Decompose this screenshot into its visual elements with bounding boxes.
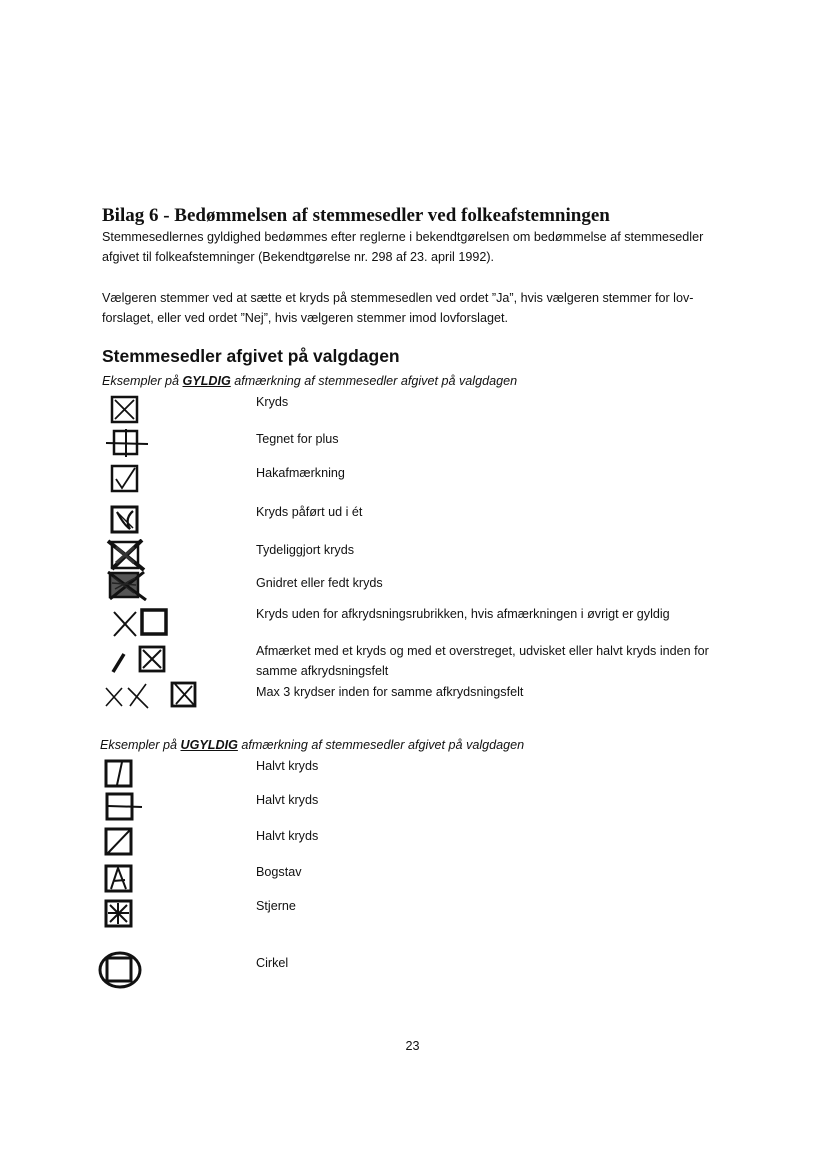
valid-label-5: Tydeliggjort kryds (256, 543, 354, 557)
struck-mark-and-box-cross-icon (110, 644, 170, 676)
invalid-caption-before: Eksempler på (100, 738, 181, 752)
valid-label-4: Kryds påført ud i ét (256, 505, 363, 519)
invalid-label-6: Cirkel (256, 956, 289, 970)
box-check-icon (110, 464, 140, 494)
box-bold-cross-icon (104, 539, 148, 571)
box-cross-single-stroke-icon (110, 505, 140, 535)
valid-label-3: Hakafmærkning (256, 466, 345, 480)
invalid-label-2: Halvt kryds (256, 793, 319, 807)
box-half-cross-vertical-icon (104, 758, 136, 790)
invalid-caption-after: afmærkning af stemmesedler afgivet på valgdagen (237, 738, 525, 752)
invalid-label-3: Halvt kryds (256, 829, 319, 843)
intro-paragraph-1: Stemmesedlernes gyldighed bedømmes efter reglerne i bekendtgørelsen om bedømmelse af stemmesedler afgivet til folkeafstemninger (Bekendtgørelse nr. 298 af 23. april 1992). (102, 230, 704, 264)
box-cross-icon (110, 395, 140, 425)
box-letter-a-icon (104, 864, 136, 894)
invalid-caption-keyword: UGYLDIG (180, 738, 238, 752)
invalid-caption (100, 738, 524, 752)
invalid-label-4: Bogstav (256, 865, 302, 879)
valid-label-6: Gnidret eller fedt kryds (256, 576, 383, 590)
valid-caption-after: afmærkning af stemmesedler afgivet på valgdagen (230, 374, 518, 388)
box-half-cross-horizontal-icon (104, 792, 144, 822)
cross-outside-box-icon (112, 607, 182, 639)
box-half-cross-diagonal-icon (104, 826, 136, 858)
valid-label-8: Afmærket med et kryds og med et overstreget, udvisket eller halvt kryds inden for samme afkrydsningsfelt (256, 644, 709, 678)
valid-label-2: Tegnet for plus (256, 432, 339, 446)
invalid-label-1: Halvt kryds (256, 759, 319, 773)
valid-caption-before: Eksempler på (102, 374, 183, 388)
page-number: 23 (405, 1039, 420, 1053)
valid-caption (102, 374, 517, 388)
box-circle-icon (96, 950, 146, 990)
invalid-label-5: Stjerne (256, 899, 296, 913)
valid-label-7: Kryds uden for afkrydsningsrubrikken, hvis afmærkningen i øvrigt er gyldig (256, 607, 670, 621)
intro-paragraph-2: Vælgeren stemmer ved at sætte et kryds på stemmesedlen ved ordet ”Ja”, hvis vælgeren stemmer for lov-forslaget, eller ved ordet ”Nej”, hvis vælgeren stemmer imod lovforslaget. (102, 291, 694, 325)
section-heading: Stemmesedler afgivet på valgdagen (102, 346, 400, 366)
page-title: Bilag 6 - Bedømmelsen af stemmesedler ved folkeafstemningen (102, 205, 610, 226)
valid-label-1: Kryds (256, 395, 289, 409)
box-scribbled-cross-icon (104, 571, 148, 601)
valid-caption-keyword: GYLDIG (182, 374, 231, 388)
three-crosses-icon (104, 680, 200, 710)
box-star-icon (104, 898, 136, 930)
valid-label-9: Max 3 krydser inden for samme afkrydsningsfelt (256, 685, 524, 699)
plus-sign-icon (104, 428, 150, 458)
